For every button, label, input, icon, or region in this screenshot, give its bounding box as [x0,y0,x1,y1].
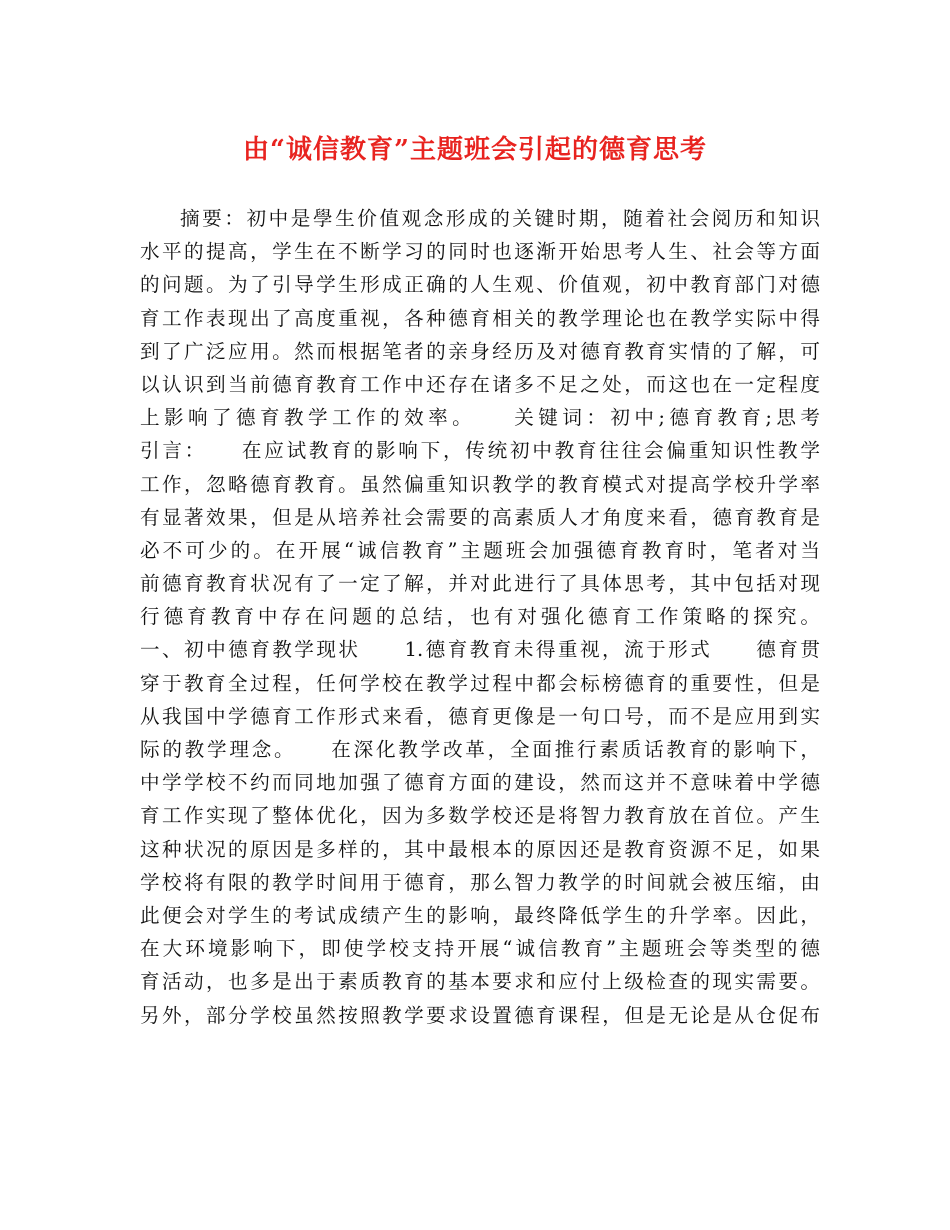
text-line: 到了广泛应用。然而根据笔者的亲身经历及对德育教育实情的了解，可 [140,339,820,363]
text-line: 际的教学理念。 在深化教学改革，全面推行素质话教育的影响下， [140,738,820,761]
text-line: 育活动，也多是出于素质教育的基本要求和应付上级检查的现实需要。 [140,970,820,994]
text-line: 的问题。为了引导学生形成正确的人生观、价值观，初中教育部门对德 [140,273,820,297]
text-line: 在大环境影响下，即使学校支持开展“诚信教育”主题班会等类型的德 [140,937,820,961]
text-line: 中学学校不约而同地加强了德育方面的建设，然而这并不意味着中学德 [140,771,820,795]
text-line: 行德育教育中存在问题的总结，也有对强化德育工作策略的探究。 [140,605,820,629]
text-line: 育工作表现出了高度重视，各种德育相关的教学理论也在教学实际中得 [140,306,820,330]
text-line: 穿于教育全过程，任何学校在教学过程中都会标榜德育的重要性，但是 [140,671,820,695]
text-line: 引言： 在应试教育的影响下，传统初中教育往往会偏重知识性教学 [140,439,820,463]
text-line: 工作，忽略德育教育。虽然偏重知识教学的教育模式对提高学校升学率 [140,472,820,496]
text-line: 水平的提高，学生在不断学习的同时也逐渐开始思考人生、社会等方面 [140,240,820,264]
text-line: 育工作实现了整体优化，因为多数学校还是将智力教育放在首位。产生 [140,804,820,828]
document-body [140,202,820,1032]
text-line: 摘要：初中是學生价值观念形成的关键时期，随着社会阅历和知识 [180,207,820,230]
text-line: 另外，部分学校虽然按照教学要求设置德育课程，但是无论是从仓促布 [140,1003,820,1027]
text-line: 学校将有限的教学时间用于德育，那么智力教学的时间就会被压缩，由 [140,870,820,894]
text-line: 有显著效果，但是从培养社会需要的高素质人才角度来看，德育教育是 [140,505,820,529]
text-line: 一、初中德育教学现状 1.德育教育未得重视，流于形式 德育贯 [140,638,820,662]
document-title: 由“诚信教育”主题班会引起的德育思考 [243,135,707,165]
text-line: 必不可少的。在开展“诚信教育”主题班会加强德育教育时，笔者对当 [140,538,820,562]
text-line: 此便会对学生的考试成绩产生的影响，最终降低学生的升学率。因此， [140,903,820,927]
text-line: 从我国中学德育工作形式来看，德育更像是一句口号，而不是应用到实 [140,704,820,728]
text-line: 以认识到当前德育教育工作中还存在诸多不足之处，而这也在一定程度 [140,372,820,396]
text-line: 这种状况的原因是多样的，其中最根本的原因还是教育资源不足，如果 [140,837,820,861]
text-line: 上影响了德育教学工作的效率。 关键词：初中;德育教育;思考 [140,406,820,430]
text-line: 前德育教育状况有了一定了解，并对此进行了具体思考，其中包括对现 [140,572,820,596]
